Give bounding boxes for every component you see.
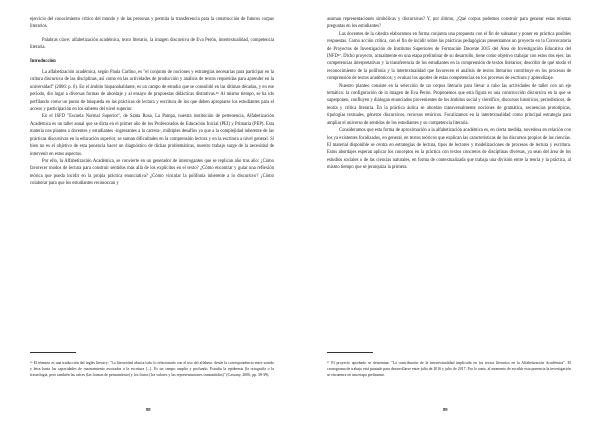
paragraph: Por ello, la Alfabetización Académica, se convierte en un generador de interrogantes que se replican año tras año: ¿Cómo favorecer modos de lectura para construir sentidos más allá de los explícitos en el texto? ¿Cómo encontrar y guiar una reflexión teórica que pueda incidir en la propia práctica enunciativa? ¿Cómo vincular la polifonía inherente a lo discursivo? ¿Cómo colaborar para que los estudiantes reconozcan y [30, 158, 274, 187]
paragraph: Nuestro planteo consiste en la selección de un corpus literario para llevar a cabo las actividades de taller con un eje temático: la configuración de la imagen de Eva Perón. Proponemos que esta figura es una construcción discursiva en la que se superponen, confluyen y dialogan enunciados provenientes de los ámbitos social y científico, discursos históricos, periodísticos, de teoría y crítica literaria. En la práctica áulica se abordan transversalmente nociones de gramática, secuencias prototípicas, tipologías textuales, géneros discursivos, recursos retóricos. Focalizamos en la intertextualidad como principal estrategia para ampliar el universo de sentidos de los estudiantes y su competencia literaria. [327, 83, 571, 126]
paragraph: asuman representaciones simbólicas y discursivas? Y, por último, ¿Qué corpus podemos construir para generar estas mismas preguntas en los estudiantes? [327, 17, 571, 30]
left-page-body [30, 16, 274, 188]
footnote-divider [30, 352, 76, 353]
footnote: ³⁶ El término es una traducción del inglés literacy: "La literacidad abarca todo lo relacionado con el uso del alfabeto: desde la correspondencia entre sonido y letra hasta las capacidades de razonamiento asociadas a la escritura [...]. Es un campo amplio y profundo. Estudia la epidermis (la ortografía o la fraseología, pero también las raíces (las formas de pensamiento) y los frutos (los valores y las representaciones transmitidas)" (Cassany, 2006, pp. 38-39). [30, 360, 274, 377]
paragraph: En el ISFD "Escuela Normal Superior", de Santa Rosa, La Pampa, nuestra institución de pertenencia, Alfabetización Académica es un taller anual que se dicta en el primer año de los Profesorados de Educación Inicial (PEI) y Primaria (PEP). Esta materia nos plantea a docentes y estudiantes -ingresantes a la carrera-, múltiples desafíos ya que a la complejidad inherente de las prácticas discursivas en la educación superior, se suman dificultades en la comprensión lectora y en la escritura a nivel general. Si bien no es el objetivo de esta ponencia hacer un diagnóstico de dichas problemáticas, nuestro trabajo surge de la necesidad de intervenir en estos aspectos. [30, 114, 274, 157]
right-page-body [327, 16, 571, 172]
footnote: ³⁷ El proyecto aprobado se denomina: "La contribución de la intertextualidad implicada en los textos literarios en la Alfabetización Académica". El cronograma de trabajo está pautado para desarrollarse entre julio de 2016 y julio de 2017. Por lo tanto, al momento de escribir esta ponencia la investigación se encuentra en una etapa preliminar. [327, 360, 571, 377]
page-number: 88 [146, 407, 151, 412]
keywords: Palabras clave: alfabetización académica, texto literario, la imagen discursiva de Eva Perón, intertextualidad, competencia literaria. [30, 37, 274, 51]
section-heading: Introducción [30, 58, 56, 64]
abstract-continuation: ejercicio del conocimiento crítico del mundo y de las personas y permita la transferencia para la construcción de futuros corpus literarios. [30, 17, 274, 30]
page-number: 89 [443, 407, 448, 412]
paragraph: Consideramos que esta forma de aproximación a la alfabetización académica es, en cierta medida, novedosa en relación con los ya existentes focalizados, en general, en textos teóricos que explican las características de los discursos propios de las ciencias. El material disponible se centra en estrategias de lectura, tipos de lectores y modelizaciones de procesos de lectura y escritura. Estos abordajes esperan aplicar los conceptos en la práctica con textos concretos de disciplinas diversas, ya sean del área de los estudios sociales o de las ciencias naturales, en forma de contextualizada que trabaja una división entre la teoría y la práctica, al mismo tiempo que se jerarquiza la primera. [327, 128, 571, 171]
paragraph: Las docentes de la cátedra elaboramos en forma conjunta una propuesta con el fin de subsanar y poner en práctica posibles respuestas. Como acción crítica, con el fin de incidir sobre las prácticas pedagógicas presentamos un proyecto en la Convocatoria de Proyectos de Investigación de Institutos Superiores de Formación Docente 2015 del Área de Investigación Educativa del INFD³⁷. Dicho proyecto, actualmente en una etapa preliminar de su desarrollo, tiene como objetivo trabajar con estos dos ejes: las competencias interpretativas y la transferencia de los estudiantes en la comprensión de textos literarios; describir de qué modo el reconocimiento de la polifonía y la intertextualidad que favorecen el análisis de textos literarios contribuye en los procesos de comprensión de textos académicos; y evaluar los aportes de estas competencias en los procesos de escritura y aprendizaje. [327, 31, 571, 82]
paragraph: La alfabetización académica, según Paula Carlino, es "el conjunto de nociones y estrategias necesarias para participar en la cultura discursiva de las disciplinas, así como en las actividades de producción y análisis de textos requeridas para aprender en la universidad" (2006: p. 6). En el ámbito hispanohablante, es un campo de estudio que se consolidó en las últimas décadas, y en ese período, dio lugar a diversas formas de abordaje y al ensayo de propuestas didácticas distintivas.³⁶ Al mismo tiempo, se ha ido perfilando como un punto de búsqueda en las prácticas de lectura y escritura de los que deben apropiarse los estudiantes para el acceso y participación en los saberes del nivel superior. [30, 70, 274, 113]
footnote-divider [327, 352, 373, 353]
